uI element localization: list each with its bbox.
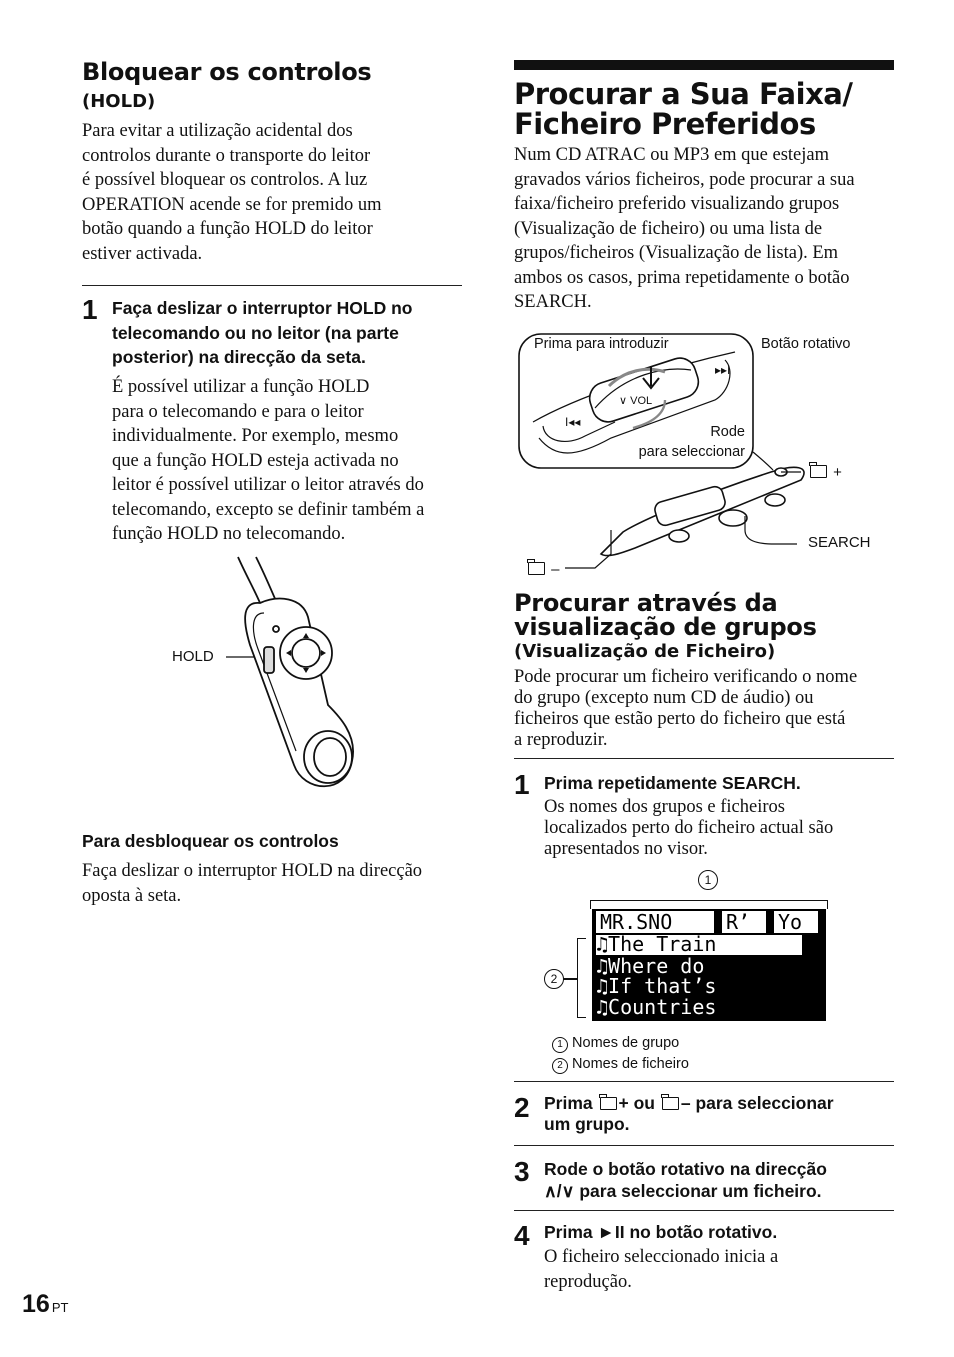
lcd-file-row: ♫Where do [596, 954, 705, 978]
lcd-group-tab: R’ [722, 911, 766, 933]
step-body: O ficheiro seleccionado inicia a reprodução. [544, 1247, 779, 1292]
step-title: Prima + ou – para seleccionar um grupo. [544, 1093, 834, 1134]
callout-1: 1 [698, 870, 718, 890]
note-icon: ♫ [596, 995, 609, 1019]
page-title: Procurar a Sua Faixa/ Ficheiro Preferidos [514, 77, 853, 141]
folder-icon [810, 465, 827, 478]
legend-callout: 1 [552, 1037, 568, 1053]
svg-text:I◂◂: I◂◂ [565, 415, 581, 429]
folder-icon [528, 562, 545, 575]
divider [514, 1210, 894, 1211]
fig-rotate-label: Rode para seleccionar [638, 424, 745, 460]
bracket-groups [590, 900, 828, 909]
step-body: É possível utilizar a função HOLD para o telecomando e para o leitor individualmente. Por exemplo, mesmo que a função HOLD esteja activada no leitor é possível utilizar o leitor através do telecomando, excepto se definir também a função HOLD no telecomando. [112, 377, 425, 544]
fig-search-label: SEARCH [808, 534, 871, 551]
step-number: 1 [82, 294, 98, 325]
callout-line [563, 978, 577, 980]
hold-label: HOLD [172, 648, 214, 665]
step-title: Rode o botão rotativo na direcção ∧/∨ para seleccionar um ficheiro. [544, 1159, 827, 1201]
bracket-files [577, 938, 586, 1018]
step-number: 2 [514, 1092, 530, 1123]
lcd-group-tab: Yo [774, 911, 818, 933]
folder-icon [662, 1097, 679, 1110]
note-icon: ♫ [596, 974, 609, 998]
divider [82, 285, 462, 286]
page-number: 16 PT [22, 1290, 69, 1318]
note-icon: ♫ [596, 954, 609, 978]
hold-intro: Para evitar a utilização acidental dos controlos durante o transporte do leitor é possível bloquear os controlos. A luz OPERATION acende se for premido um botão quando a função HOLD do leitor estiver activada. [82, 121, 382, 264]
section-heading-hold: Bloquear os controlos [82, 58, 372, 86]
svg-text:∨ VOL: ∨ VOL [619, 395, 653, 407]
divider [514, 758, 894, 759]
sub-intro: Pode procurar um ficheiro verificando o nome do grupo (excepto num CD de áudio) ou ficheiros que estão perto do ficheiro que está a reproduzir. [514, 667, 858, 750]
step-number: 4 [514, 1220, 530, 1251]
lcd-file-row: ♫The Train [596, 932, 717, 956]
svg-text:▸▸I: ▸▸I [715, 363, 731, 377]
display-legend: 1 Nomes de grupo 2 Nomes de ficheiro [552, 1033, 689, 1075]
divider [514, 1145, 894, 1146]
step-body: Os nomes dos grupos e ficheiros localizados perto do ficheiro actual são apresentados no visor. [544, 797, 834, 859]
folder-icon [600, 1097, 617, 1110]
step-title: Prima ►II no botão rotativo. [544, 1222, 778, 1242]
fig-knob-label: Botão rotativo [761, 336, 851, 352]
title-bar [514, 60, 894, 70]
note-icon: ♫ [596, 932, 609, 956]
fig-press-label: Prima para introduzir [534, 336, 669, 352]
fig-folder-minus-label: – [526, 561, 560, 578]
step-title: Prima repetidamente SEARCH. [544, 773, 801, 793]
step-title: Faça deslizar o interruptor HOLD no telecomando ou no leitor (na parte posterior) na direcção da seta. [112, 298, 413, 367]
play-pause-icon: ►II [597, 1222, 625, 1242]
step-number: 1 [514, 769, 530, 800]
lcd-file-row: ♫Countries [596, 995, 717, 1019]
fig-folder-plus-label: + [808, 464, 842, 481]
sub-heading-sub: (Visualização de Ficheiro) [514, 641, 776, 662]
lcd-group-tab: MR.SNO [596, 911, 714, 933]
search-intro: Num CD ATRAC ou MP3 em que estejam gravados vários ficheiros, pode procurar a sua faixa/ficheiro preferido visualizando grupos (Visualização de ficheiro) ou uma lista de grupos/ficheiros (Visualização de lista). Em ambos os casos, prima repetidamente o botão SEARCH. [514, 145, 855, 312]
section-heading-hold-sub: (HOLD) [82, 91, 156, 112]
callout-2: 2 [544, 969, 564, 989]
step-number: 3 [514, 1156, 530, 1187]
divider [514, 1081, 894, 1082]
lcd-display [592, 909, 826, 1021]
lcd-file-row: ♫If that’s [596, 974, 717, 998]
remote-hold-illustration [220, 555, 370, 800]
sub-heading: Procurar através da visualização de grupos [514, 589, 817, 641]
legend-callout: 2 [552, 1058, 568, 1074]
unlock-heading: Para desbloquear os controlos [82, 831, 339, 851]
unlock-body: Faça deslizar o interruptor HOLD na direcção oposta à seta. [82, 861, 423, 906]
